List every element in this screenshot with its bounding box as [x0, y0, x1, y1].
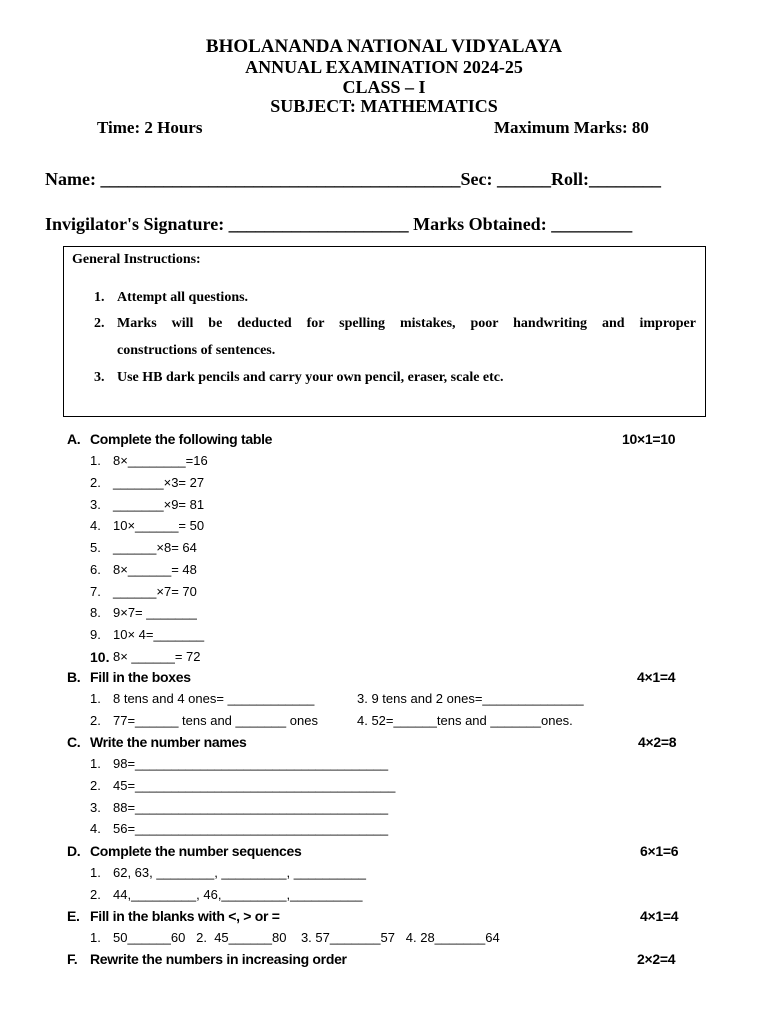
- class-label: CLASS – I: [342, 77, 426, 97]
- question-number: 2.: [90, 475, 101, 490]
- section-label: F.: [67, 951, 78, 967]
- question-text: ______×7= 70: [113, 584, 197, 599]
- instruction-text: Use HB dark pencils and carry your own pencil, eraser, scale etc.: [117, 370, 504, 385]
- instructions-title: General Instructions:: [72, 252, 201, 267]
- question-text: 98=___________________________________: [113, 756, 389, 771]
- question-number: 3.: [90, 497, 101, 512]
- question-number: 10.: [90, 649, 110, 665]
- question-text: 45=____________________________________: [113, 778, 396, 793]
- question-text: 77=______ tens and _______ ones: [113, 713, 318, 728]
- question-text: 4. 52=______tens and _______ones.: [357, 713, 573, 728]
- question-number: 7.: [90, 584, 101, 599]
- question-text: 8 tens and 4 ones= ____________: [113, 691, 315, 706]
- section-label: B.: [67, 669, 81, 685]
- question-text: 10×______= 50: [113, 518, 205, 533]
- signature-line: Invigilator's Signature: ____________________ Marks Obtained: _________: [45, 214, 633, 234]
- time-label: Time: 2 Hours: [97, 118, 203, 137]
- question-text: 8× ______= 72: [113, 649, 201, 664]
- section-label: A.: [67, 431, 81, 447]
- question-number: 1.: [90, 930, 101, 945]
- question-number: 9.: [90, 627, 101, 642]
- question-number: 2.: [90, 887, 101, 902]
- question-text: 10× 4=_______: [113, 627, 205, 642]
- question-text: _______×3= 27: [113, 475, 205, 490]
- section-title: Complete the number sequences: [90, 843, 302, 859]
- section-marks: 6×1=6: [640, 843, 679, 859]
- section-title: Fill in the blanks with <, > or =: [90, 908, 280, 924]
- question-number: 2.: [90, 713, 101, 728]
- question-number: 4.: [90, 518, 101, 533]
- section-label: D.: [67, 843, 81, 859]
- question-number: 6.: [90, 562, 101, 577]
- section-marks: 4×1=4: [640, 908, 679, 924]
- instruction-text-continued: constructions of sentences.: [117, 343, 276, 358]
- section-marks: 10×1=10: [622, 431, 676, 447]
- question-text: 62, 63, ________, _________, __________: [113, 865, 367, 880]
- question-text: 50______60 2. 45______80 3. 57_______57 4. 28_______64: [113, 930, 500, 945]
- name-field-line: Name: ________________________________________Sec: ______Roll:________: [45, 169, 661, 189]
- question-text: 56=___________________________________: [113, 821, 389, 836]
- instruction-number: 1.: [94, 290, 105, 305]
- question-text: 9×7= _______: [113, 605, 197, 620]
- question-text: 88=___________________________________: [113, 800, 389, 815]
- instruction-number: 2.: [94, 316, 105, 331]
- question-text: 8×________=16: [113, 453, 208, 468]
- section-label: E.: [67, 908, 80, 924]
- subject-label: SUBJECT: MATHEMATICS: [270, 96, 498, 116]
- instruction-text: Marks will be deducted for spelling mistakes, poor handwriting and improper: [117, 316, 696, 331]
- section-marks: 4×2=8: [638, 734, 677, 750]
- question-text: 44,_________, 46,_________,__________: [113, 887, 363, 902]
- question-number: 5.: [90, 540, 101, 555]
- school-name: BHOLANANDA NATIONAL VIDYALAYA: [205, 36, 563, 57]
- question-number: 1.: [90, 756, 101, 771]
- question-text: 8×______= 48: [113, 562, 197, 577]
- question-number: 3.: [90, 800, 101, 815]
- section-marks: 4×1=4: [637, 669, 676, 685]
- question-number: 2.: [90, 778, 101, 793]
- question-text: ______×8= 64: [113, 540, 197, 555]
- section-title: Complete the following table: [90, 431, 273, 447]
- section-title: Write the number names: [90, 734, 247, 750]
- max-marks-label: Maximum Marks: 80: [494, 118, 649, 137]
- exam-title: ANNUAL EXAMINATION 2024-25: [245, 57, 523, 77]
- section-marks: 2×2=4: [637, 951, 676, 967]
- section-title: Fill in the boxes: [90, 669, 191, 685]
- question-number: 1.: [90, 453, 101, 468]
- question-number: 4.: [90, 821, 101, 836]
- question-text: 3. 9 tens and 2 ones=______________: [357, 691, 584, 706]
- section-label: C.: [67, 734, 81, 750]
- question-number: 8.: [90, 605, 101, 620]
- section-title: Rewrite the numbers in increasing order: [90, 951, 347, 967]
- instruction-number: 3.: [94, 370, 105, 385]
- question-number: 1.: [90, 865, 101, 880]
- question-text: _______×9= 81: [113, 497, 205, 512]
- instruction-text: Attempt all questions.: [117, 290, 249, 305]
- question-number: 1.: [90, 691, 101, 706]
